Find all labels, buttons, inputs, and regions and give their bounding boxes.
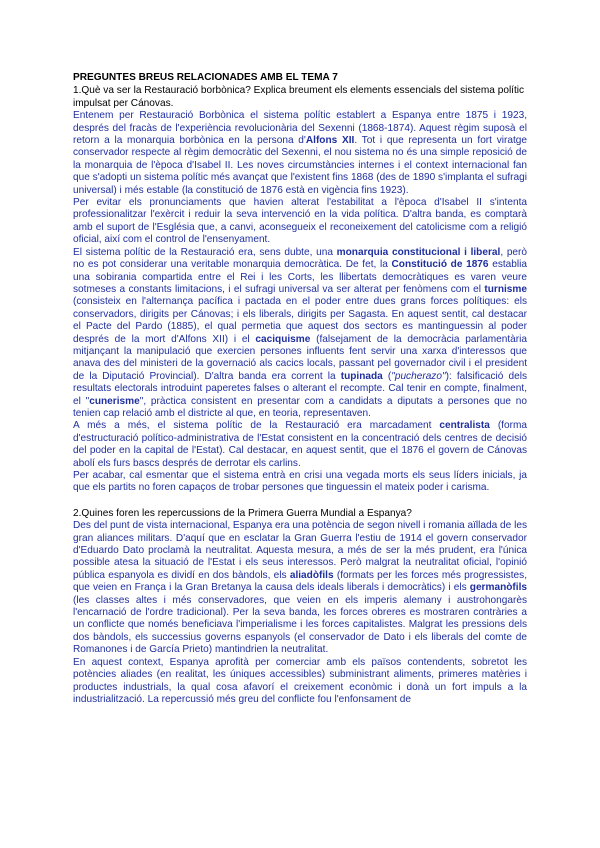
- bold-term: Alfons XII: [305, 135, 355, 147]
- bold-term: germanòfils: [469, 582, 527, 594]
- answer-2-paragraph-1: Des del punt de vista internacional, Espanya era una potència de segon nivell i romania aïllada de les gran aliances militars. D'aquí que en esclatar la Gran Guerra l'estiu de 1914 el govern conservador d'Eduardo Dato proclamà la neutralitat. Aquesta mesura, a més de ser la més prudent, era l'única possible atesa la situació de l'Estat i els seus interessos. Però malgrat la neutralitat oficial, l'opinió pública espanyola es dividí en dos bàndols, els aliadòfils (formats per les forces més progressistes, que veien en França i la Gran Bretanya la causa dels ideals liberals i democràtics) i els germanòfils (les classes altes i més conservadores, que veien en els imperis alemany i austrohongarès l'encarnació de l'ordre tradicional). Per la seva banda, les forces obreres es mostraren contràries a un conflicte que només beneficiava l'imperialisme i les forces capitalistes. Malgrat les pressions dels dos bàndols, els successius governs espanyols (el conservador de Dato i els liberals del comte de Romanones i de García Prieto) mantindrien la neutralitat.: [73, 520, 528, 656]
- document-title: PREGUNTES BREUS RELACIONADES AMB EL TEMA 7: [73, 72, 338, 83]
- section-spacer: [73, 495, 527, 508]
- bold-term: turnisme: [484, 283, 527, 295]
- question-1: 1.Què va ser la Restauració borbònica? Explica breument els elements essencials del sistema polític impulsat per Cánovas.: [73, 85, 525, 109]
- answer-1-paragraph-1: Entenem per Restauració Borbònica el sistema polític establert a Espanya entre 1875 i 1923, després del fracàs de l'experiència revolucionària del Sexenni (1868-1874). Aquest règim suposà el retorn a la monarquia borbònica en la persona d'Alfons XII. Tot i que representa un fort viratge conservador respecte al règim democràtic del Sexenni, el nou sistema no és una simple reposició de la monarquia de l'època d'Isabel II. Les noves circumstàncies internes i el context internacional fan que s'adopti un sistema polític més avançat que l'existent fins 1868 (des de 1890 s'implanta el sufragi universal) i més estable (la constitució de 1876 està en vigència fins 1923).: [73, 110, 527, 196]
- bold-term: cunerisme: [89, 395, 140, 407]
- bold-term: centralista: [439, 420, 490, 432]
- answer-1-paragraph-5: Per acabar, cal esmentar que el sistema entrà en crisi una vegada morts els seus líders inicials, ja que els partits no foren capaços de trobar persones que tinguessin el mateix poder i carisma.: [73, 470, 527, 494]
- bold-term: caciquisme: [255, 333, 311, 345]
- answer-1-paragraph-2: Per evitar els pronunciaments que havien alterat l'estabilitat a l'època d'Isabel II s'intenta professionalitzar l'exèrcit i reduir la seva intervenció en la vida política. D'altra banda, es comptarà amb el suport de l'Església que, a canvi, aconsegueix el reconeixement del catolicisme com a religió oficial, així com el control de l'ensenyament.: [73, 197, 527, 246]
- bold-term: aliadòfils: [289, 569, 334, 581]
- italic-term: "pucherazo": [391, 370, 446, 382]
- answer-1-paragraph-4: A més a més, el sistema polític de la Restauració era marcadament centralista (forma d'estructuració político-administrativa de l'Estat consistent en la concentració dels centres de decisió del poder en la capital de l'Estat). Cal destacar, en aquest sentit, que el 1876 el govern de Cánovas abolí els furs bascs després de derrotar els carlins.: [73, 420, 527, 469]
- answer-1-paragraph-3: El sistema polític de la Restauració era, sens dubte, una monarquia constitucional i liberal, però no es pot considerar una veritable monarquia democràtica. De fet, la Constitució de 1876 establia una sobirania compartida entre el Rei i les Corts, les llibertats democràtiques es varen veure sotmeses a constants limitacions, i el sufragi universal va ser alterat per fenòmens com el turnisme (consisteix en l'alternança pacífica i pactada en el poder entre dues grans forces polítiques: els conservadors, dirigits per Cánovas; i els liberals, dirigits per Sagasta. En aquest sentit, cal destacar el Pacte del Pardo (1885), el qual permetia que aquest dos sectors es mantinguessin al poder després de la mort d'Alfons XII) i el caciquisme (falsejament de la democràcia parlamentària mitjançant la manipulació que exercien persones influents fent servir una xarxa d'interessos que anava des del ministeri de la governació als cacics locals, passant pel governador civil i el president de la Diputació Provincial). D'altra banda era corrent la tupinada ("pucherazo"): falsificació dels resultats electorals introduint paperetes falses o alterant el recompte. Cal tenir en compte, finalment, el "cunerisme", pràctica consistent en presentar com a candidats a diputats a persones que no tenien cap relació amb el districte al que, en teoria, representaven.: [73, 246, 528, 419]
- bold-term: Constitució de 1876: [391, 259, 489, 271]
- answer-2-paragraph-2: En aquest context, Espanya aprofità per comerciar amb els països contendents, sobretot les potències aliades (en realitat, les úniques accessibles) subministrant aliments, primeres matèries i productes industrials, la qual cosa afavorí el creixement econòmic i donà un fort impuls a la industrialització. La repercussió més greu del conflicte fou l'enfonsament de: [73, 656, 527, 705]
- bold-term: monarquia constitucional i liberal: [336, 246, 501, 258]
- bold-term: tupinada: [340, 370, 383, 382]
- document-body: [73, 72, 527, 706]
- question-2: 2.Quines foren les repercussions de la Primera Guerra Mundial a Espanya?: [73, 507, 412, 519]
